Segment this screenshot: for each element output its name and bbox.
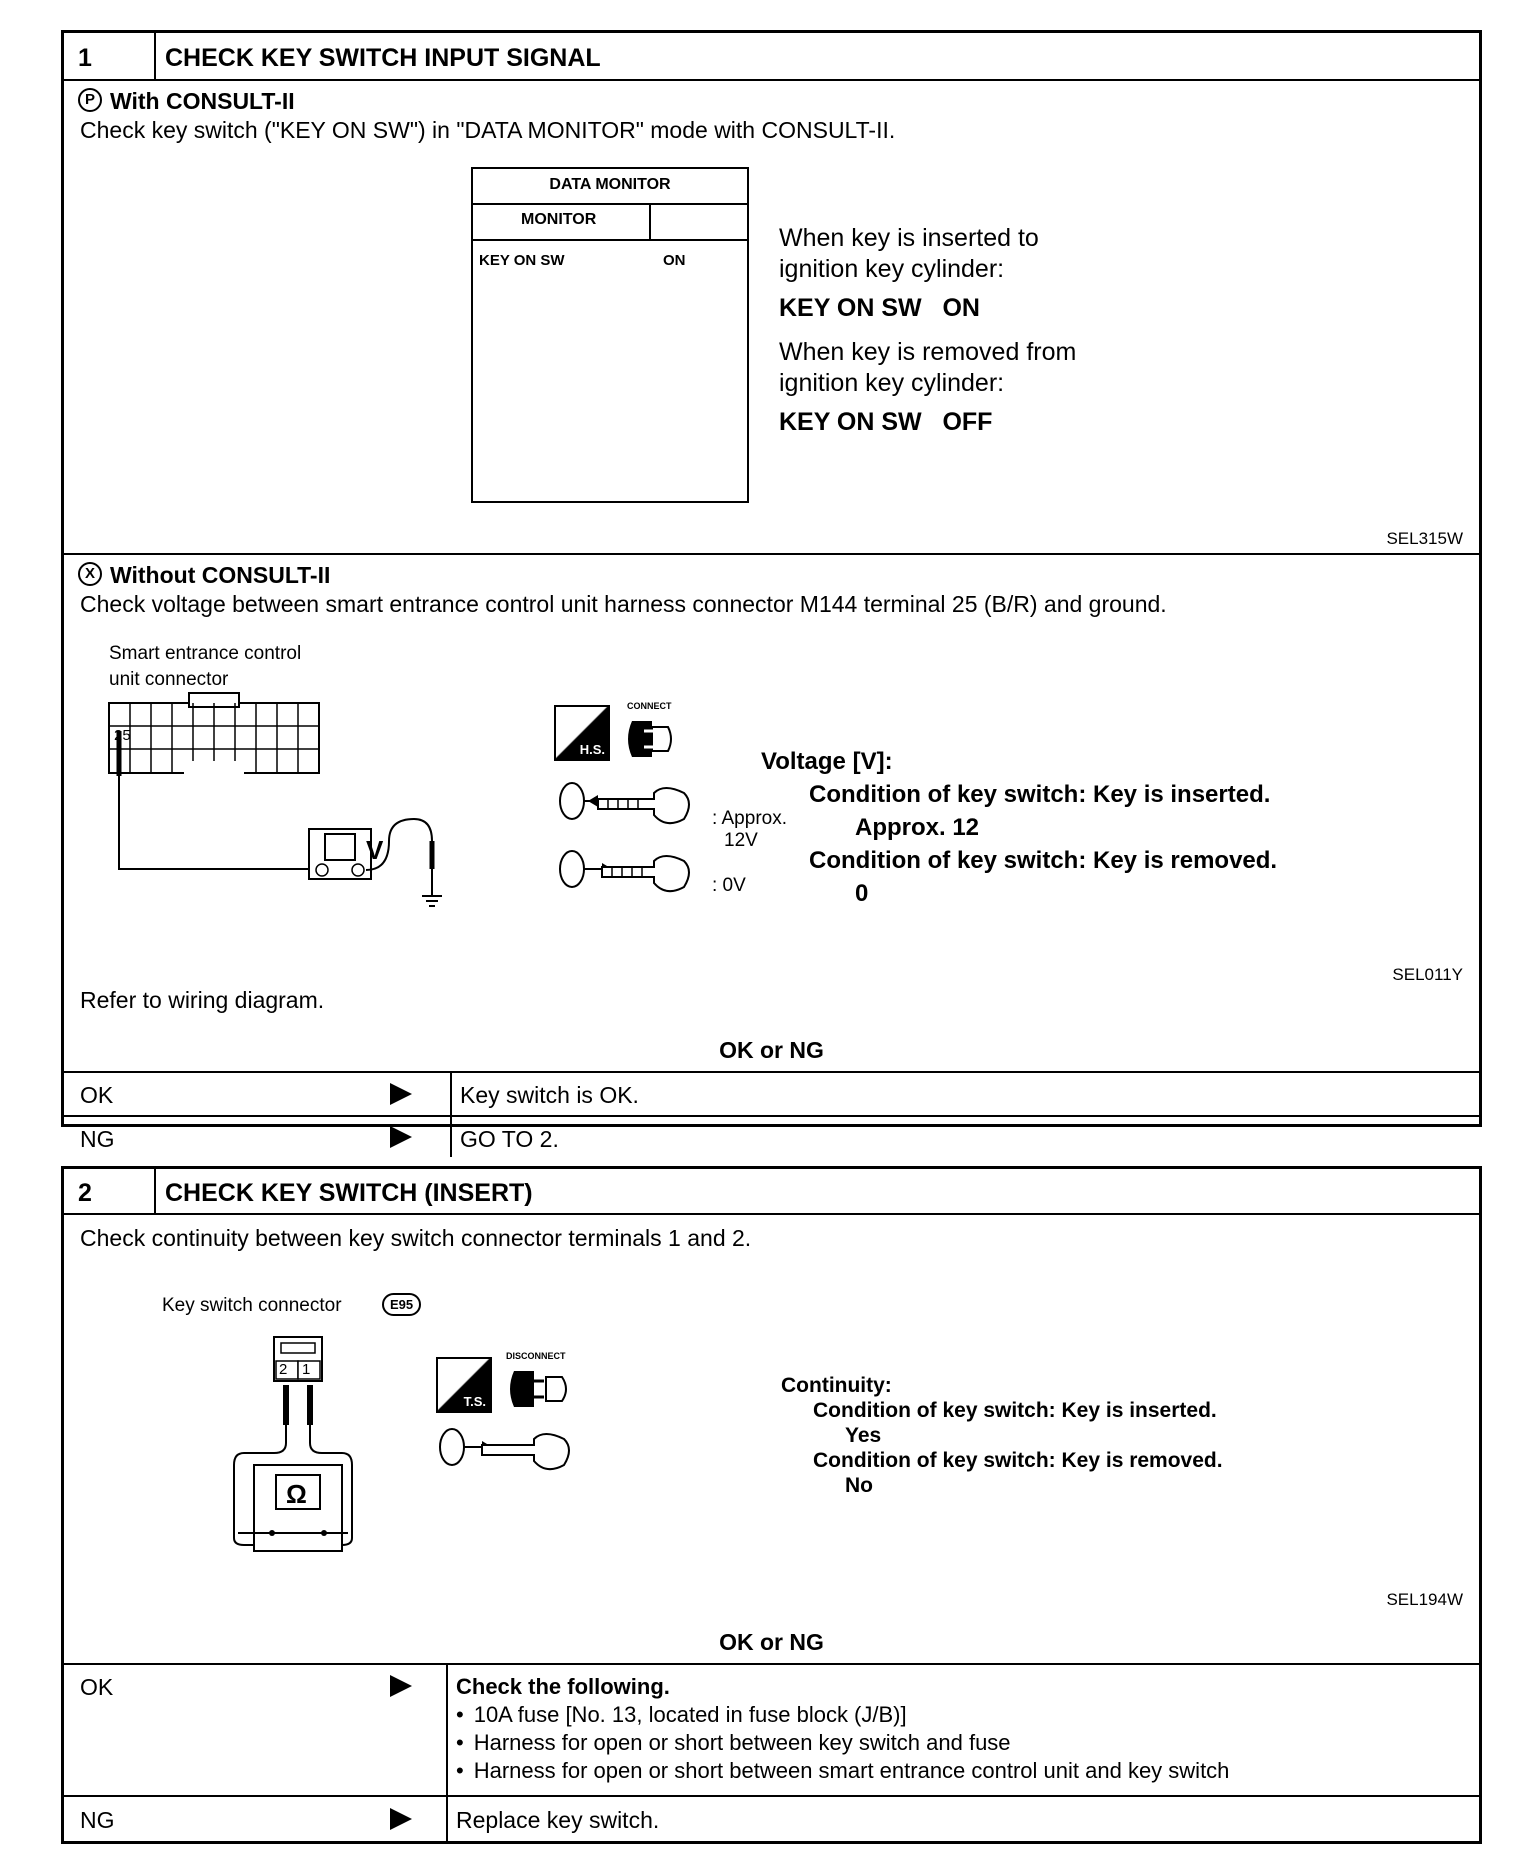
list-item: • 10A fuse [No. 13, located in fuse block (J/B)]: [456, 1701, 1229, 1729]
ok-or-ng-label: OK or NG: [719, 1037, 824, 1063]
voltage-val2: 0: [855, 880, 869, 907]
without-consult-heading: Without CONSULT-II: [110, 562, 331, 588]
condition-removed: [779, 337, 1076, 438]
voltage-result: [761, 745, 1277, 910]
connector-label: [109, 641, 301, 693]
step-1-header: [64, 33, 1479, 81]
figure-code: SEL194W: [1386, 1590, 1463, 1609]
cond1-line2: ignition key cylinder:: [779, 255, 1005, 283]
step-number: 1: [78, 44, 92, 72]
meter-symbol: V: [366, 835, 384, 865]
key-inserted-value-1: : Approx.: [712, 808, 787, 829]
key-connector-label: Key switch connector: [162, 1295, 342, 1316]
step-number: 2: [78, 1179, 92, 1207]
ok-heading: Check the following.: [456, 1674, 670, 1699]
cond2-result: KEY ON SW OFF: [779, 408, 993, 436]
result-text: GO TO 2.: [460, 1126, 559, 1152]
voltage-cond2: Condition of key switch: Key is removed.: [809, 847, 1278, 874]
connector-label-2: unit connector: [109, 669, 229, 690]
result-text: Key switch is OK.: [460, 1082, 639, 1108]
key-removed-icon: [434, 1423, 584, 1483]
step-1-block: [61, 30, 1482, 1152]
terminal-2: 2: [279, 1361, 288, 1378]
step-2-block: [61, 1166, 1482, 1844]
voltage-heading: Voltage [V]:: [761, 748, 893, 775]
step-2-header: [64, 1169, 1479, 1215]
test-lead: [119, 776, 309, 869]
ok-checklist: [456, 1673, 1229, 1785]
cond1-line1: When key is inserted to: [779, 224, 1039, 252]
continuity-val1: Yes: [845, 1424, 882, 1447]
hs-label: H.S.: [579, 742, 605, 757]
list-item: • Harness for open or short between smart entrance control unit and key switch: [456, 1757, 1229, 1785]
consult-icon: P: [78, 88, 102, 112]
result-label: OK: [80, 1674, 114, 1700]
key-removed-icon: [554, 845, 704, 905]
connect-icon: [622, 715, 678, 763]
arrow-icon: [390, 1083, 412, 1105]
connect-label: CONNECT: [627, 701, 672, 711]
meter-symbol: Ω: [286, 1479, 307, 1509]
refer-text: Refer to wiring diagram.: [80, 987, 325, 1013]
continuity-test-diagram: [224, 1333, 424, 1573]
monitor-value: ON: [663, 252, 686, 269]
figure-code: SEL315W: [1386, 529, 1463, 548]
ok-or-ng-label: OK or NG: [719, 1629, 824, 1655]
key-inserted-icon: [554, 777, 704, 837]
result-label: OK: [80, 1082, 114, 1108]
ts-icon: [436, 1357, 492, 1413]
cond1-result: KEY ON SW ON: [779, 294, 980, 322]
continuity-val2: No: [845, 1474, 873, 1497]
key-removed-value: : 0V: [712, 875, 746, 896]
result-row-ng: [64, 1117, 1479, 1157]
without-consult-instruction: Check voltage between smart entrance control unit harness connector M144 terminal 25 (B/R) and ground.: [80, 591, 1167, 617]
disconnect-label: DISCONNECT: [506, 1351, 566, 1361]
result-row-ok: [64, 1665, 1479, 1795]
step-title: CHECK KEY SWITCH INPUT SIGNAL: [165, 44, 601, 72]
continuity-heading: Continuity:: [781, 1374, 892, 1397]
result-row-ng: [64, 1797, 1479, 1841]
terminal-number: 25: [114, 727, 131, 744]
with-consult-heading: With CONSULT-II: [110, 88, 295, 114]
continuity-result: [781, 1373, 1223, 1498]
result-row-ok: [64, 1073, 1479, 1115]
with-consult-section: [64, 81, 1479, 555]
data-monitor-table: [471, 167, 749, 503]
continuity-cond2: Condition of key switch: Key is removed.: [813, 1449, 1223, 1472]
data-monitor-title: DATA MONITOR: [549, 176, 671, 193]
ok-items: [456, 1701, 1229, 1785]
step-2-instruction: Check continuity between key switch connector terminals 1 and 2.: [80, 1225, 752, 1251]
figure-code: SEL011Y: [1392, 965, 1463, 984]
arrow-icon: [390, 1808, 412, 1830]
hs-icon: [554, 705, 610, 761]
voltage-test-diagram: [104, 691, 464, 921]
list-item: • Harness for open or short between key switch and fuse: [456, 1729, 1229, 1757]
connector-label-1: Smart entrance control: [109, 643, 302, 664]
voltage-val1: Approx. 12: [855, 814, 980, 841]
monitor-item: KEY ON SW: [479, 252, 565, 269]
connector-code-badge: E95: [382, 1293, 421, 1316]
arrow-icon: [390, 1675, 412, 1697]
without-consult-section: [64, 555, 1479, 1035]
no-consult-icon: X: [78, 562, 102, 586]
arrow-icon: [390, 1126, 412, 1148]
result-text: Replace key switch.: [456, 1807, 660, 1833]
cond2-line2: ignition key cylinder:: [779, 369, 1005, 397]
voltage-cond1: Condition of key switch: Key is inserted.: [809, 781, 1271, 808]
ts-label: T.S.: [463, 1394, 486, 1409]
disconnect-icon: [504, 1365, 580, 1413]
result-label: NG: [80, 1807, 115, 1833]
key-inserted-value-2: 12V: [724, 830, 758, 851]
condition-inserted: [779, 223, 1039, 324]
cond2-line1: When key is removed from: [779, 338, 1077, 366]
step-title: CHECK KEY SWITCH (INSERT): [165, 1179, 533, 1207]
continuity-cond1: Condition of key switch: Key is inserted.: [813, 1399, 1217, 1422]
with-consult-instruction: Check key switch ("KEY ON SW") in "DATA MONITOR" mode with CONSULT-II.: [80, 117, 896, 143]
monitor-header: MONITOR: [521, 211, 597, 228]
result-label: NG: [80, 1126, 115, 1152]
terminal-1: 1: [302, 1361, 311, 1378]
